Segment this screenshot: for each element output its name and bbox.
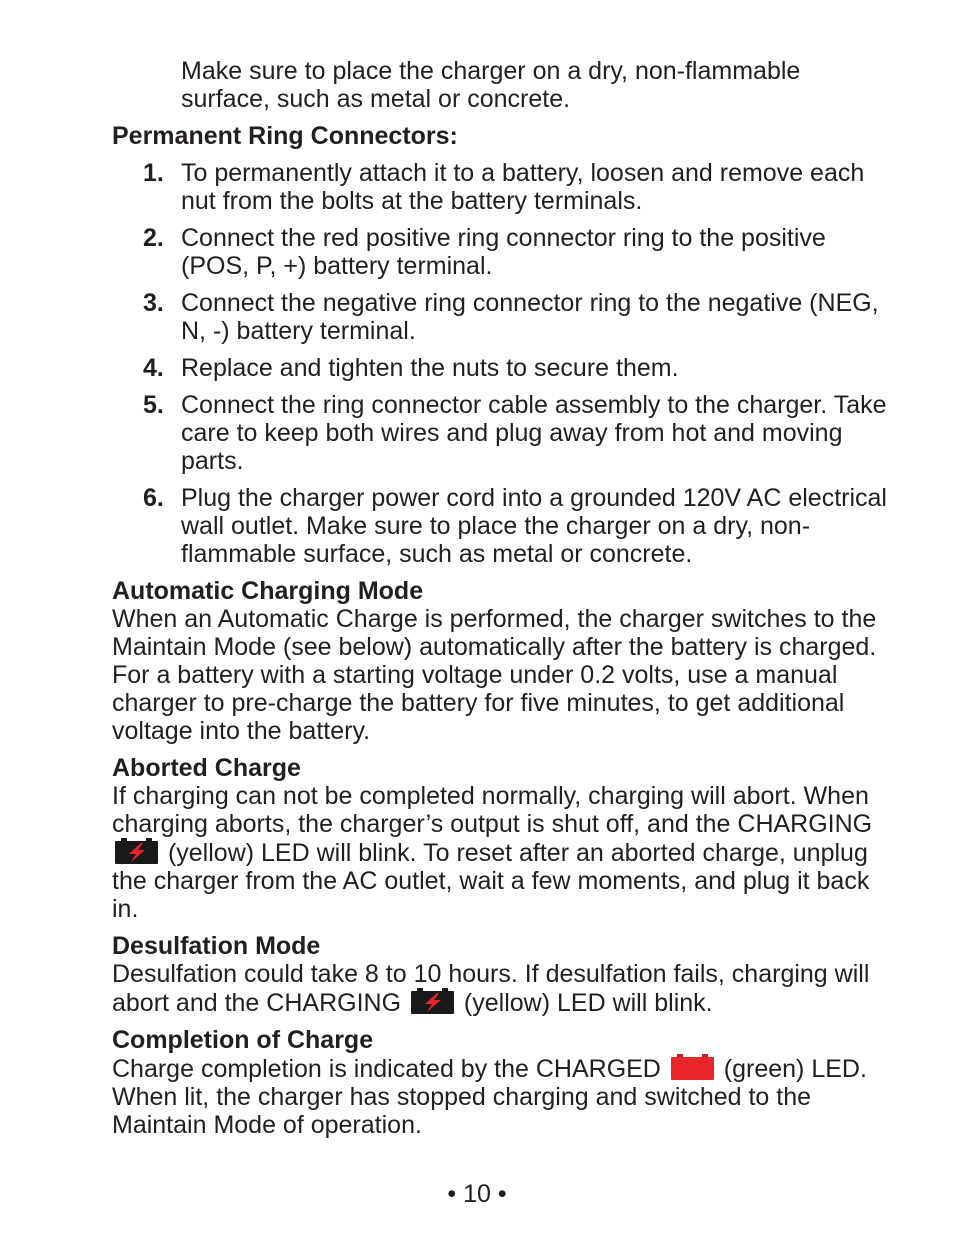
step-text: Connect the ring connector cable assembly to the charger. Take care to keep both wires and plug away from hot and moving parts. <box>181 391 887 475</box>
step-number: 2. <box>143 224 164 252</box>
completion-section <box>112 1026 892 1139</box>
aborted-charge-heading: Aborted Charge <box>112 754 301 782</box>
desulfation-body <box>112 960 892 1017</box>
ring-connectors-section <box>112 122 892 568</box>
automatic-mode-section <box>112 577 892 745</box>
step-item <box>112 484 892 568</box>
completion-text-before: Charge completion is indicated by the CHARGED <box>112 1055 661 1083</box>
aborted-charge-text-after: (yellow) LED will blink. To reset after an aborted charge, unplug the charger from the AC outlet, wait a few moments, and plug it back in. <box>112 839 870 923</box>
battery-charging-icon <box>411 988 454 1014</box>
battery-charging-icon <box>115 838 158 864</box>
desulfation-heading: Desulfation Mode <box>112 932 321 960</box>
step-number: 5. <box>143 391 164 419</box>
completion-heading: Completion of Charge <box>112 1026 374 1054</box>
automatic-mode-heading: Automatic Charging Mode <box>112 577 424 605</box>
step-item <box>112 391 892 475</box>
completion-text-after: (green) LED. When lit, the charger has stopped charging and switched to the Maintain Mode of operation. <box>112 1055 867 1139</box>
completion-body <box>112 1054 892 1139</box>
step-item <box>112 354 892 382</box>
step-text: To permanently attach it to a battery, loosen and remove each nut from the bolts at the battery terminals. <box>181 159 865 215</box>
ring-connectors-heading: Permanent Ring Connectors: <box>112 122 458 150</box>
step-item <box>112 289 892 345</box>
step-item <box>112 224 892 280</box>
desulfation-section <box>112 932 892 1017</box>
aborted-charge-body <box>112 782 892 923</box>
step-text: Connect the negative ring connector ring to the negative (NEG, N, -) battery terminal. <box>181 289 879 345</box>
desulfation-text-after: (yellow) LED will blink. <box>463 989 713 1017</box>
page-number: • 10 • <box>447 1180 507 1208</box>
aborted-charge-section <box>112 754 892 923</box>
step-number: 3. <box>143 289 164 317</box>
step-text: Replace and tighten the nuts to secure them. <box>181 354 679 382</box>
battery-charged-icon <box>671 1054 714 1080</box>
desulfation-text-before: Desulfation could take 8 to 10 hours. If desulfation fails, charging will abort and the CHARGING <box>112 960 870 1017</box>
step-text: Connect the red positive ring connector ring to the positive (POS, P, +) battery terminal. <box>181 224 826 280</box>
intro-paragraph: Make sure to place the charger on a dry, non-flammable surface, such as metal or concrete. <box>181 57 801 113</box>
step-number: 4. <box>143 354 164 382</box>
step-item <box>112 159 892 215</box>
step-text: Plug the charger power cord into a grounded 120V AC electrical wall outlet. Make sure to place the charger on a dry, non-flammable surface, such as metal or concrete. <box>181 484 887 568</box>
automatic-mode-body: When an Automatic Charge is performed, the charger switches to the Maintain Mode (see below) automatically after the battery is charged. For a battery with a starting voltage under 0.2 volts, use a manual charger to pre-charge the battery for five minutes, to get additional voltage into the battery. <box>112 605 877 745</box>
step-number: 1. <box>143 159 164 187</box>
ring-connector-steps <box>112 159 892 568</box>
manual-page <box>112 57 892 1148</box>
aborted-charge-text-before: If charging can not be completed normally, charging will abort. When charging aborts, the charger’s output is shut off, and the CHARGING <box>112 782 873 838</box>
step-number: 6. <box>143 484 164 512</box>
